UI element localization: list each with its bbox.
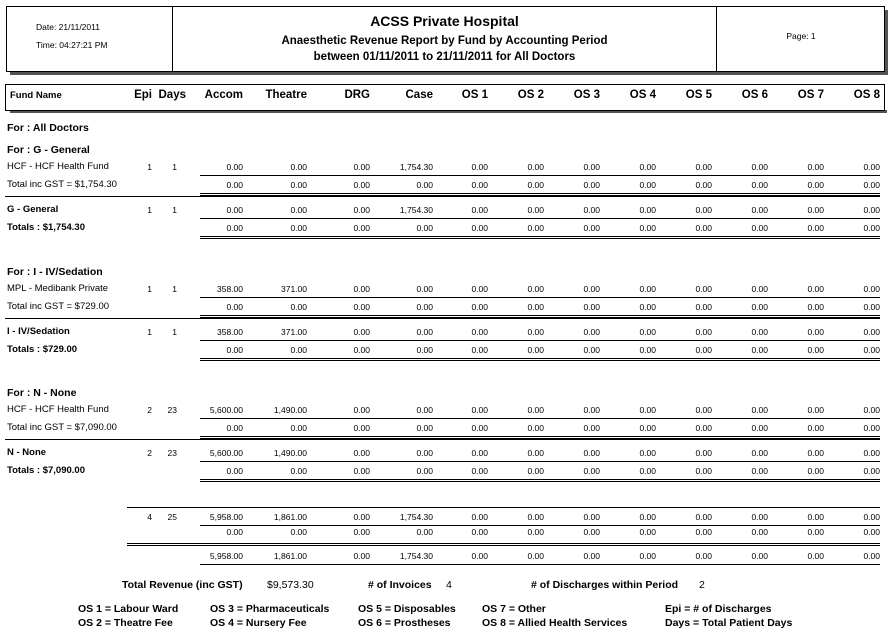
group-total-row-none-cell: 5,600.00 — [209, 448, 243, 458]
gst-row-none-cell: 0.00 — [751, 423, 768, 433]
group-total-row-none-cell: 0.00 — [527, 448, 544, 458]
totals-row-iv-sedation-cell: 0.00 — [290, 345, 307, 355]
group-total-row-iv-sedation-cell: 0.00 — [751, 327, 768, 337]
fund-row-none-cell: 23 — [167, 405, 177, 415]
report-subtitle: between 01/11/2011 to 21/11/2011 for All Doctors — [313, 51, 576, 63]
gst-row-iv-sedation-cell: 0.00 — [416, 302, 433, 312]
fund-row-iv-sedation-cell: 0.00 — [583, 284, 600, 294]
group-total-row-none-cell: 0.00 — [695, 448, 712, 458]
gst-row-general-cell: 0.00 — [751, 180, 768, 190]
fund-row-general-cell: 0.00 — [807, 162, 824, 172]
totals-row-general-cell: 0.00 — [353, 223, 370, 233]
totals-row-general-cell: 0.00 — [863, 223, 880, 233]
discharges-label: # of Discharges within Period — [531, 579, 679, 591]
totals-row-general-cell: 0.00 — [416, 223, 433, 233]
gst-row-iv-sedation-cell: 0.00 — [695, 302, 712, 312]
grand-final-rule — [200, 564, 880, 565]
legend-item: OS 3 = Pharmaceuticals — [210, 603, 330, 615]
group-total-row-general-cell: 0.00 — [527, 205, 544, 215]
group-total-row-iv-sedation-cell: 0.00 — [639, 327, 656, 337]
group-total-row-none-cell: 0.00 — [863, 448, 880, 458]
fund-row-none-cell: 0.00 — [416, 405, 433, 415]
grand-total-double-rule — [127, 543, 880, 544]
fund-row-iv-sedation-cell: 0.00 — [695, 284, 712, 294]
column-header-os-5: OS 5 — [685, 89, 712, 101]
totals-rule — [200, 360, 880, 361]
group-total-row-general-cell: 0.00 — [695, 205, 712, 215]
group-total-row-iv-sedation-cell: 358.00 — [217, 327, 243, 337]
totals-row-general-cell: 0.00 — [695, 223, 712, 233]
fund-row-none-cell: 0.00 — [353, 405, 370, 415]
group-total-row-none-cell: 0.00 — [353, 448, 370, 458]
gst-row-iv-sedation-cell: 0.00 — [290, 302, 307, 312]
totals-row-none-cell: 0.00 — [695, 466, 712, 476]
totals-row-iv-sedation-cell: 0.00 — [471, 345, 488, 355]
grand-gst-row-cell: 0.00 — [471, 527, 488, 537]
grand-gst-row-cell: 0.00 — [416, 527, 433, 537]
gst-row-none-cell: 0.00 — [583, 423, 600, 433]
fund-row-rule — [200, 175, 880, 176]
grand-gst-row-cell: 0.00 — [695, 527, 712, 537]
group-total-row-iv-sedation-cell: 1 — [172, 327, 177, 337]
fund-row-iv-sedation-label: MPL - Medibank Private — [7, 283, 109, 294]
grand-total-row-cell: 5,958.00 — [209, 512, 243, 522]
gst-row-none-cell: 0.00 — [226, 423, 243, 433]
gst-row-general-cell: 0.00 — [807, 180, 824, 190]
group-total-row-none-cell: 1,490.00 — [273, 448, 307, 458]
invoices-label: # of Invoices — [368, 579, 432, 591]
totals-row-none-cell: 0.00 — [583, 466, 600, 476]
column-header-epi: Epi — [134, 89, 152, 101]
gst-row-none-cell: 0.00 — [639, 423, 656, 433]
group-total-row-iv-sedation-cell: 0.00 — [807, 327, 824, 337]
fund-row-iv-sedation-cell: 0.00 — [807, 284, 824, 294]
gst-row-none-cell: 0.00 — [807, 423, 824, 433]
fund-row-general-cell: 0.00 — [290, 162, 307, 172]
grand-total-row-cell: 0.00 — [639, 512, 656, 522]
column-header-fund-name: Fund Name — [10, 90, 62, 101]
fund-row-none-label: HCF - HCF Health Fund — [7, 404, 109, 415]
fund-row-general-cell: 0.00 — [471, 162, 488, 172]
legend-item: OS 5 = Disposables — [358, 603, 456, 615]
group-total-row-none-cell: 0.00 — [751, 448, 768, 458]
grand-gst-row-cell: 0.00 — [639, 527, 656, 537]
for-all-doctors: For : All Doctors — [7, 122, 89, 134]
totals-rule — [200, 238, 880, 239]
group-total-row-none-cell: 0.00 — [639, 448, 656, 458]
grand-total-row-cell: 1,754.30 — [399, 512, 433, 522]
grand-total-row-cell: 1,861.00 — [273, 512, 307, 522]
fund-row-iv-sedation-cell: 0.00 — [751, 284, 768, 294]
grand-gst-row-cell: 0.00 — [863, 527, 880, 537]
fund-row-none-cell: 0.00 — [751, 405, 768, 415]
group-total-row-general-cell: 0.00 — [471, 205, 488, 215]
fund-row-general-cell: 0.00 — [863, 162, 880, 172]
fund-row-none-cell: 0.00 — [471, 405, 488, 415]
group-total-row-general-cell: 0.00 — [583, 205, 600, 215]
gst-row-iv-sedation-cell: 0.00 — [471, 302, 488, 312]
legend-item: OS 8 = Allied Health Services — [482, 617, 628, 629]
fund-row-general-cell: 0.00 — [751, 162, 768, 172]
grand-total-row-cell: 0.00 — [807, 512, 824, 522]
grand-final-row-cell: 5,958.00 — [209, 551, 243, 561]
grand-final-row-cell: 0.00 — [863, 551, 880, 561]
column-header-drg: DRG — [344, 89, 370, 101]
group-total-row-none-cell: 0.00 — [471, 448, 488, 458]
gst-row-general-cell: 0.00 — [527, 180, 544, 190]
gst-row-none-cell: 0.00 — [353, 423, 370, 433]
fund-row-iv-sedation-cell: 0.00 — [353, 284, 370, 294]
gst-row-none-cell: 0.00 — [695, 423, 712, 433]
hospital-name: ACSS Private Hospital — [370, 13, 519, 29]
grand-total-row-cell: 0.00 — [695, 512, 712, 522]
column-header-os-7: OS 7 — [797, 89, 824, 101]
legend-item: Days = Total Patient Days — [665, 617, 793, 629]
totals-row-iv-sedation-cell: 0.00 — [751, 345, 768, 355]
gst-row-rule — [200, 315, 880, 316]
gst-row-none-cell: 0.00 — [863, 423, 880, 433]
grand-total-row-cell: 25 — [167, 512, 177, 522]
totals-row-iv-sedation-cell: 0.00 — [583, 345, 600, 355]
column-header-accom: Accom — [204, 89, 243, 101]
totals-row-general-cell: 0.00 — [751, 223, 768, 233]
gst-row-general-cell: 0.00 — [695, 180, 712, 190]
grand-total-row-cell: 4 — [147, 512, 152, 522]
grand-final-row-cell: 0.00 — [751, 551, 768, 561]
group-total-row-general-cell: 1 — [172, 205, 177, 215]
fund-row-iv-sedation-cell: 0.00 — [416, 284, 433, 294]
gst-row-general-cell: 0.00 — [639, 180, 656, 190]
gst-row-general-cell: 0.00 — [863, 180, 880, 190]
fund-row-iv-sedation-cell: 0.00 — [639, 284, 656, 294]
totals-row-iv-sedation-cell: 0.00 — [639, 345, 656, 355]
fund-row-general-label: HCF - HCF Health Fund — [7, 161, 109, 172]
fund-row-general-cell: 1,754.30 — [399, 162, 433, 172]
grand-final-row-cell: 1,861.00 — [273, 551, 307, 561]
fund-row-general-cell: 0.00 — [527, 162, 544, 172]
grand-total-row-cell: 0.00 — [751, 512, 768, 522]
group-total-row-general-cell: 0.00 — [290, 205, 307, 215]
totals-rule — [200, 481, 880, 482]
fund-row-rule — [200, 297, 880, 298]
totals-row-none-cell: 0.00 — [751, 466, 768, 476]
column-header-os-3: OS 3 — [573, 89, 600, 101]
totals-row-iv-sedation-cell: 0.00 — [863, 345, 880, 355]
group-total-row-general-cell: 1 — [147, 205, 152, 215]
grand-final-row-cell: 1,754.30 — [399, 551, 433, 561]
fund-row-none-cell: 0.00 — [807, 405, 824, 415]
totals-row-none-cell: 0.00 — [863, 466, 880, 476]
page-number: Page: 1 — [786, 31, 816, 41]
totals-row-general-cell: 0.00 — [639, 223, 656, 233]
report-title: Anaesthetic Revenue Report by Fund by Accounting Period — [281, 35, 608, 47]
grand-gst-row-cell: 0.00 — [353, 527, 370, 537]
group-total-row-iv-sedation-cell: 0.00 — [527, 327, 544, 337]
totals-row-general-cell: 0.00 — [290, 223, 307, 233]
fund-row-iv-sedation-cell: 1 — [147, 284, 152, 294]
gst-row-iv-sedation-cell: 0.00 — [353, 302, 370, 312]
gst-row-iv-sedation-cell: 0.00 — [863, 302, 880, 312]
group-total-row-none-cell: 0.00 — [583, 448, 600, 458]
column-header-os-8: OS 8 — [853, 89, 880, 101]
totals-row-none-cell: 0.00 — [639, 466, 656, 476]
group-total-row-iv-sedation-cell: 1 — [147, 327, 152, 337]
legend-item: OS 4 = Nursery Fee — [210, 617, 307, 629]
group-total-row-general-cell: 0.00 — [639, 205, 656, 215]
legend-item: OS 1 = Labour Ward — [78, 603, 179, 615]
gst-row-general-cell: 0.00 — [353, 180, 370, 190]
group-separator — [5, 318, 880, 319]
fund-row-iv-sedation-cell: 0.00 — [527, 284, 544, 294]
fund-row-rule — [200, 418, 880, 419]
grand-final-row-cell: 0.00 — [695, 551, 712, 561]
group-heading-none: For : N - None — [7, 387, 77, 399]
column-header-os-6: OS 6 — [741, 89, 768, 101]
totals-row-iv-sedation-cell: 0.00 — [807, 345, 824, 355]
legend-item: Epi = # of Discharges — [665, 603, 772, 615]
totals-row-none-cell: 0.00 — [290, 466, 307, 476]
group-total-row-iv-sedation-cell: 0.00 — [471, 327, 488, 337]
group-total-row-iv-sedation-label: I - IV/Sedation — [7, 326, 70, 337]
grand-final-row-cell: 0.00 — [583, 551, 600, 561]
grand-gst-row-cell: 0.00 — [751, 527, 768, 537]
gst-row-general-cell: 0.00 — [290, 180, 307, 190]
fund-row-none-cell: 0.00 — [639, 405, 656, 415]
group-total-rule — [200, 461, 880, 462]
grand-final-row-cell: 0.00 — [353, 551, 370, 561]
totals-row-none-cell: 0.00 — [353, 466, 370, 476]
totals-row-general-label: Totals : $1,754.30 — [7, 222, 85, 233]
fund-row-none-cell: 0.00 — [695, 405, 712, 415]
gst-row-general-cell: 0.00 — [583, 180, 600, 190]
grand-total-row-cell: 0.00 — [353, 512, 370, 522]
fund-row-iv-sedation-cell: 371.00 — [281, 284, 307, 294]
gst-row-iv-sedation-cell: 0.00 — [226, 302, 243, 312]
totals-row-none-cell: 0.00 — [527, 466, 544, 476]
totals-row-none-cell: 0.00 — [416, 466, 433, 476]
fund-row-iv-sedation-cell: 1 — [172, 284, 177, 294]
group-total-row-general-cell: 0.00 — [863, 205, 880, 215]
group-heading-general: For : G - General — [7, 144, 90, 156]
totals-row-general-cell: 0.00 — [807, 223, 824, 233]
column-header-case: Case — [405, 89, 433, 101]
column-header-theatre: Theatre — [265, 89, 307, 101]
group-total-row-iv-sedation-cell: 0.00 — [695, 327, 712, 337]
fund-row-general-cell: 0.00 — [639, 162, 656, 172]
grand-total-row-cell: 0.00 — [863, 512, 880, 522]
group-total-row-iv-sedation-cell: 371.00 — [281, 327, 307, 337]
totals-row-iv-sedation-label: Totals : $729.00 — [7, 344, 78, 355]
group-total-row-none-cell: 0.00 — [807, 448, 824, 458]
legend-item: OS 2 = Theatre Fee — [78, 617, 173, 629]
gst-row-none-cell: 0.00 — [416, 423, 433, 433]
gst-row-iv-sedation-label: Total inc GST = $729.00 — [7, 301, 110, 312]
grand-final-row-cell: 0.00 — [527, 551, 544, 561]
group-heading-iv-sedation: For : I - IV/Sedation — [7, 266, 103, 278]
gst-row-rule — [200, 193, 880, 194]
group-total-row-iv-sedation-cell: 0.00 — [416, 327, 433, 337]
gst-row-iv-sedation-cell: 0.00 — [639, 302, 656, 312]
group-separator — [5, 439, 880, 440]
gst-row-iv-sedation-cell: 0.00 — [751, 302, 768, 312]
grand-total-row-cell: 0.00 — [583, 512, 600, 522]
grand-total-row-cell: 0.00 — [471, 512, 488, 522]
grand-total-row-cell: 0.00 — [527, 512, 544, 522]
legend-item: OS 6 = Prostheses — [358, 617, 451, 629]
fund-row-none-cell: 0.00 — [583, 405, 600, 415]
group-total-row-none-cell: 0.00 — [416, 448, 433, 458]
group-total-row-general-cell: 0.00 — [807, 205, 824, 215]
fund-row-none-cell: 1,490.00 — [273, 405, 307, 415]
totals-rule — [200, 236, 880, 237]
totals-row-none-cell: 0.00 — [226, 466, 243, 476]
gst-row-general-cell: 0.00 — [416, 180, 433, 190]
gst-row-none-cell: 0.00 — [471, 423, 488, 433]
totals-row-none-label: Totals : $7,090.00 — [7, 465, 85, 476]
grand-gst-row-cell: 0.00 — [807, 527, 824, 537]
fund-row-general-cell: 0.00 — [695, 162, 712, 172]
invoices-value: 4 — [446, 579, 452, 591]
gst-row-iv-sedation-cell: 0.00 — [807, 302, 824, 312]
fund-row-none-cell: 5,600.00 — [209, 405, 243, 415]
column-header-os-4: OS 4 — [629, 89, 656, 101]
group-total-row-none-label: N - None — [7, 447, 47, 458]
gst-row-none-cell: 0.00 — [527, 423, 544, 433]
totals-row-general-cell: 0.00 — [527, 223, 544, 233]
group-total-row-none-cell: 23 — [167, 448, 177, 458]
group-total-row-iv-sedation-cell: 0.00 — [353, 327, 370, 337]
column-header-os-2: OS 2 — [517, 89, 544, 101]
fund-row-general-cell: 0.00 — [226, 162, 243, 172]
gst-row-none-cell: 0.00 — [290, 423, 307, 433]
grand-gst-row-cell: 0.00 — [290, 527, 307, 537]
totals-row-iv-sedation-cell: 0.00 — [527, 345, 544, 355]
grand-final-row-cell: 0.00 — [807, 551, 824, 561]
gst-row-rule — [200, 436, 880, 437]
fund-row-iv-sedation-cell: 0.00 — [863, 284, 880, 294]
totals-rule — [200, 479, 880, 480]
totals-row-iv-sedation-cell: 0.00 — [353, 345, 370, 355]
totals-row-general-cell: 0.00 — [583, 223, 600, 233]
fund-row-iv-sedation-cell: 358.00 — [217, 284, 243, 294]
fund-row-general-cell: 1 — [172, 162, 177, 172]
grand-gst-row-cell: 0.00 — [527, 527, 544, 537]
report-time: Time: 04:27:21 PM — [36, 40, 108, 50]
total-revenue-label: Total Revenue (inc GST) — [122, 579, 243, 591]
totals-row-none-cell: 0.00 — [471, 466, 488, 476]
totals-row-iv-sedation-cell: 0.00 — [416, 345, 433, 355]
grand-gst-row-cell: 0.00 — [583, 527, 600, 537]
group-total-row-general-cell: 0.00 — [226, 205, 243, 215]
totals-row-general-cell: 0.00 — [226, 223, 243, 233]
totals-row-general-cell: 0.00 — [471, 223, 488, 233]
group-separator — [5, 196, 880, 197]
gst-row-general-cell: 0.00 — [226, 180, 243, 190]
gst-row-iv-sedation-cell: 0.00 — [583, 302, 600, 312]
column-header-days: Days — [158, 89, 186, 101]
grand-final-row-cell: 0.00 — [471, 551, 488, 561]
fund-row-none-cell: 2 — [147, 405, 152, 415]
fund-row-iv-sedation-cell: 0.00 — [471, 284, 488, 294]
fund-row-general-cell: 0.00 — [353, 162, 370, 172]
group-total-rule — [200, 218, 880, 219]
total-revenue-value: $9,573.30 — [267, 579, 314, 591]
group-total-row-general-cell: 1,754.30 — [399, 205, 433, 215]
grand-final-row-cell: 0.00 — [639, 551, 656, 561]
group-total-row-iv-sedation-cell: 0.00 — [863, 327, 880, 337]
gst-row-iv-sedation-cell: 0.00 — [527, 302, 544, 312]
group-total-row-general-label: G - General — [7, 204, 59, 215]
grand-total-mid-rule — [200, 525, 880, 526]
gst-row-none-label: Total inc GST = $7,090.00 — [7, 422, 117, 433]
column-header-os-1: OS 1 — [461, 89, 488, 101]
grand-gst-row-cell: 0.00 — [226, 527, 243, 537]
group-total-row-general-cell: 0.00 — [751, 205, 768, 215]
totals-row-iv-sedation-cell: 0.00 — [695, 345, 712, 355]
totals-rule — [200, 358, 880, 359]
grand-total-top-rule — [127, 507, 880, 508]
legend-item: OS 7 = Other — [482, 603, 546, 615]
totals-row-none-cell: 0.00 — [807, 466, 824, 476]
group-total-rule — [200, 340, 880, 341]
grand-total-double-rule — [127, 545, 880, 546]
group-total-row-iv-sedation-cell: 0.00 — [583, 327, 600, 337]
report-date: Date: 21/11/2011 — [36, 22, 100, 32]
group-total-row-general-cell: 0.00 — [353, 205, 370, 215]
discharges-value: 2 — [699, 579, 705, 591]
fund-row-none-cell: 0.00 — [527, 405, 544, 415]
totals-row-iv-sedation-cell: 0.00 — [226, 345, 243, 355]
fund-row-general-cell: 0.00 — [583, 162, 600, 172]
fund-row-general-cell: 1 — [147, 162, 152, 172]
gst-row-general-cell: 0.00 — [471, 180, 488, 190]
group-total-row-none-cell: 2 — [147, 448, 152, 458]
fund-row-none-cell: 0.00 — [863, 405, 880, 415]
gst-row-general-label: Total inc GST = $1,754.30 — [7, 179, 117, 190]
